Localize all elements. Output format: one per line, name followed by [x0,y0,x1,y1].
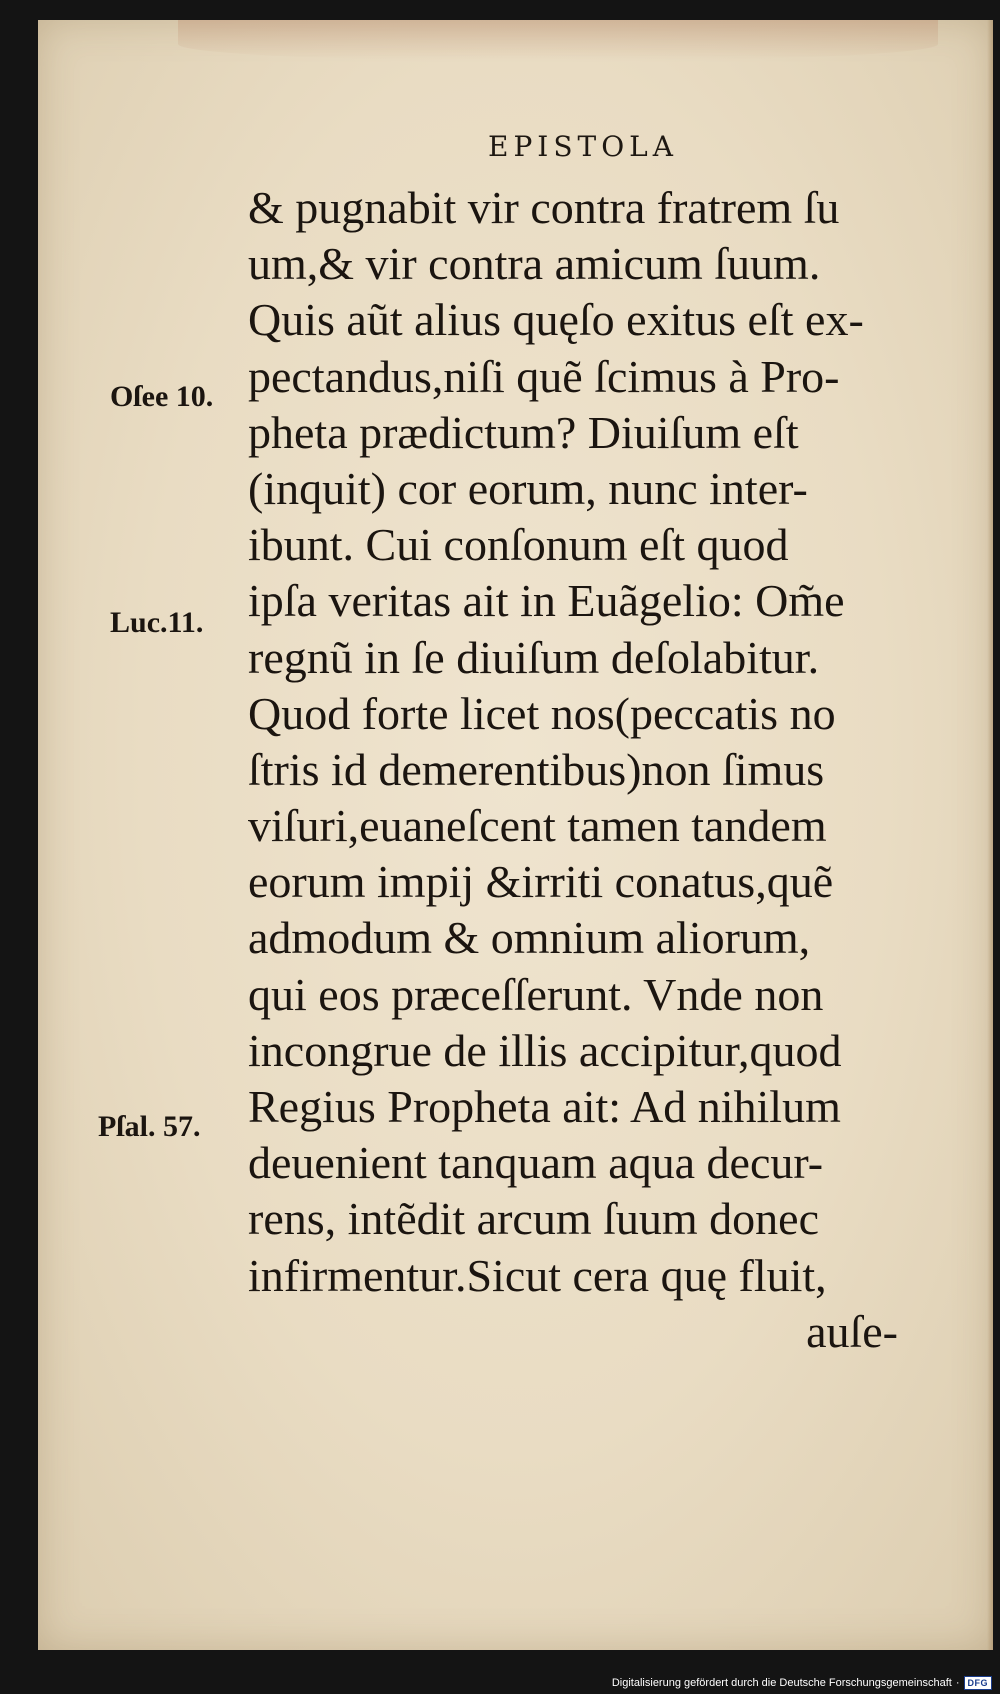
text-line: ſtris id demerentibus)non ſimus [248,743,825,795]
catchword: auſe- [806,1305,898,1357]
page-stain [178,20,938,60]
text-line: deuenient tanquam aqua decur- [248,1137,824,1189]
text-line: incongrue de illis accipitur,quod [248,1024,842,1076]
text-line: Quod forte licet nos(peccatis no [248,687,836,739]
page-edge [987,20,993,1650]
text-line: pectandus,niſi quẽ ſcimus à Pro- [248,350,840,402]
text-line: pheta prædictum? Diuiſum eſt [248,406,799,458]
digitization-footer: Digitalisierung gefördert durch die Deutsche Forschungsgemeinschaft · DFG [612,1676,992,1690]
text-line: (inquit) cor eorum, nunc inter- [248,462,808,514]
text-line: viſuri,euaneſcent tamen tandem [248,800,827,852]
margin-note-luc: Luc.11. [110,606,204,639]
text-line: um,& vir contra amicum ſuum. [248,238,821,290]
text-line: Regius Propheta ait: Ad nihilum [248,1081,841,1132]
text-line: ipſa veritas ait in Euãgelio: Om̃e [248,575,845,627]
text-line: Quis aũt alius quęſo exitus eſt ex- [248,294,864,346]
text-line: & pugnabit vir contra fratrem ſu [248,182,840,233]
dfg-logo-icon: DFG [964,1676,993,1690]
text-line: regnũ in ſe diuiſum deſolabitur. [248,631,820,683]
text-line: infirmentur.Sicut cera quę fluit, [248,1249,827,1301]
page-header: EPISTOLA [488,130,678,163]
text-line: admodum & omnium aliorum, [248,912,811,964]
book-page [38,20,993,1650]
margin-note-psal: Pſal. 57. [98,1110,201,1143]
text-line: eorum impij &irriti conatus,quẽ [248,856,834,908]
footer-credit: Digitalisierung gefördert durch die Deutsche Forschungsgemeinschaft [611,1677,952,1689]
text-line: rens, intẽdit arcum ſuum donec [248,1193,820,1245]
text-line: ibunt. Cui conſonum eſt quod [248,519,789,571]
margin-note-osee: Oſee 10. [110,380,214,413]
text-line: qui eos præceſſerunt. Vnde non [248,968,824,1020]
body-text [248,180,968,1360]
